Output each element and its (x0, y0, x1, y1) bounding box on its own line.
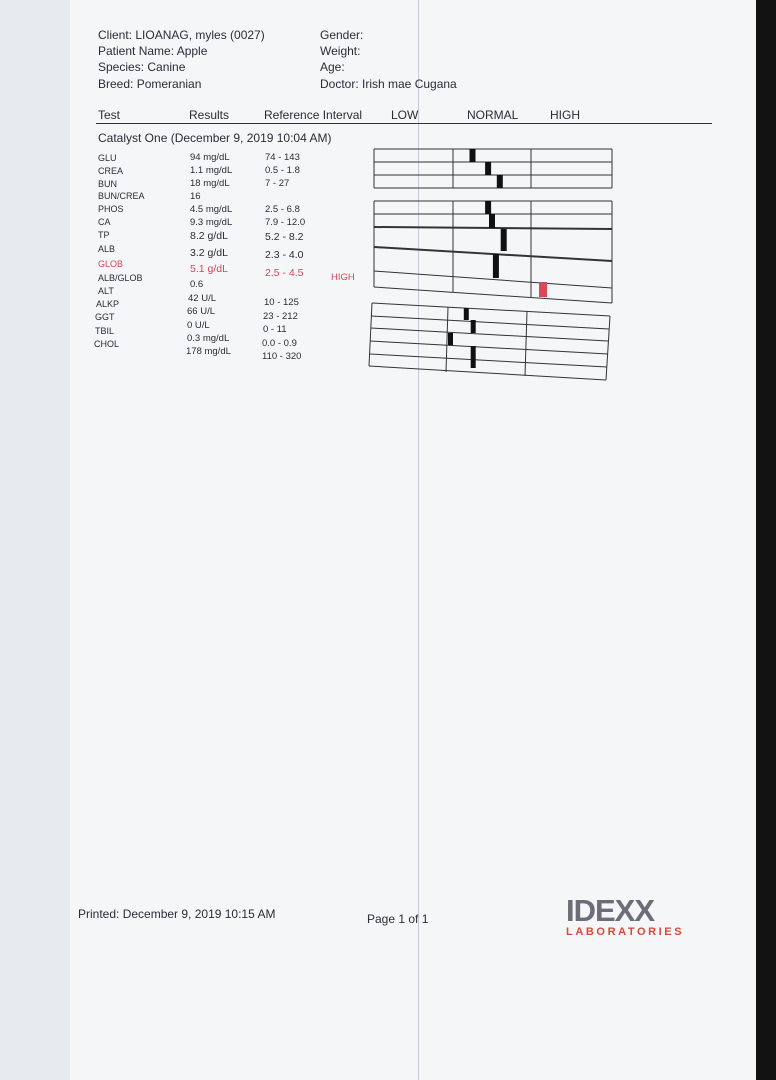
test-name: ALB (98, 244, 116, 254)
marker-alt (464, 308, 469, 320)
gauge-divider (525, 311, 527, 376)
marker-tp (501, 229, 507, 251)
test-result: 42 U/L (188, 293, 216, 304)
test-result: 0.6 (190, 279, 204, 290)
test-name: CA (98, 217, 111, 227)
gauge-row-line (369, 366, 606, 380)
marker-ggt (448, 333, 453, 345)
logo-subtitle: LABORATORIES (566, 926, 685, 938)
test-name: GLU (98, 153, 117, 163)
col-test: Test (98, 108, 121, 122)
species-line: Species: Canine (98, 60, 186, 74)
gauge-row-line (371, 316, 609, 329)
test-reference: 0.5 - 1.8 (265, 165, 300, 176)
gauge-border (606, 316, 610, 380)
logo-wordmark: IDEXX (566, 893, 655, 928)
client-line: Client: LIOANAG, myles (0027) (98, 28, 265, 42)
test-reference: 23 - 212 (263, 311, 298, 322)
test-name: BUN/CREA (98, 191, 145, 201)
col-low: LOW (391, 108, 419, 122)
test-reference: 7.9 - 12.0 (265, 217, 306, 228)
printed-timestamp: Printed: December 9, 2019 10:15 AM (78, 907, 276, 921)
scan-edge (756, 0, 776, 1080)
col-reference: Reference Interval (264, 108, 363, 122)
test-reference: 10 - 125 (264, 297, 299, 308)
test-result: 9.3 mg/dL (190, 217, 233, 228)
test-result: 16 (190, 191, 201, 202)
test-reference: 5.2 - 8.2 (265, 231, 304, 243)
test-name: ALB/GLOB (98, 273, 143, 283)
test-name: CHOL (94, 339, 120, 349)
gauge-row-line (370, 354, 607, 367)
marker-glob-high (539, 282, 547, 297)
weight-line: Weight: (320, 44, 361, 58)
test-reference: 2.5 - 4.5 (265, 267, 304, 279)
marker-alb (493, 254, 499, 278)
test-result: 4.5 mg/dL (190, 204, 233, 215)
test-name: ALKP (96, 299, 120, 309)
test-name: GLOB (98, 259, 124, 269)
marker-alkp (471, 320, 476, 333)
test-reference: 74 - 143 (265, 152, 300, 163)
test-result: 66 U/L (187, 306, 215, 317)
test-reference: 7 - 27 (265, 178, 290, 189)
marker-crea (485, 162, 491, 175)
test-reference: 2.5 - 6.8 (265, 204, 300, 215)
page-number: Page 1 of 1 (367, 912, 429, 926)
gauge-row-line (372, 303, 610, 316)
marker-ca (489, 214, 495, 228)
test-name: BUN (98, 179, 118, 189)
gauge-row-line (374, 287, 612, 303)
col-results: Results (189, 108, 230, 122)
panel-title: Catalyst One (December 9, 2019 10:04 AM) (98, 131, 332, 145)
test-result: 8.2 g/dL (190, 230, 228, 242)
test-name: ALT (98, 286, 114, 296)
test-reference: 110 - 320 (262, 351, 302, 362)
test-result: 178 mg/dL (186, 346, 231, 357)
marker-glu (470, 149, 476, 162)
gender-line: Gender: (320, 28, 364, 42)
test-reference: 2.3 - 4.0 (265, 249, 304, 261)
marker-tbil (471, 346, 476, 368)
age-line: Age: (320, 60, 345, 74)
breed-line: Breed: Pomeranian (98, 77, 202, 91)
test-name: CREA (98, 166, 124, 176)
gauge-row-line (370, 341, 608, 354)
test-name: TBIL (95, 326, 115, 336)
gauge-border (369, 303, 372, 366)
test-result: 94 mg/dL (190, 152, 230, 163)
test-result: 18 mg/dL (190, 178, 230, 189)
test-result: 0.3 mg/dL (187, 333, 230, 344)
test-name: GGT (95, 312, 115, 322)
idexx-logo (566, 893, 685, 938)
gauge-divider (446, 307, 448, 372)
test-reference: 0.0 - 0.9 (262, 338, 297, 349)
test-result: 5.1 g/dL (190, 263, 228, 275)
test-result: 1.1 mg/dL (190, 165, 233, 176)
patient-line: Patient Name: Apple (98, 44, 208, 58)
col-high: HIGH (550, 108, 580, 122)
test-result: 0 U/L (187, 320, 210, 331)
test-name: PHOS (98, 204, 124, 214)
marker-bun (497, 175, 503, 188)
gauge-row-line (371, 328, 608, 341)
test-name: TP (98, 230, 110, 240)
col-normal: NORMAL (467, 108, 519, 122)
test-reference: 0 - 11 (263, 324, 287, 335)
high-flag: HIGH (331, 272, 355, 283)
doctor-line: Doctor: Irish mae Cugana (320, 77, 457, 91)
test-result: 3.2 g/dL (190, 247, 228, 259)
marker-phos (485, 201, 491, 214)
